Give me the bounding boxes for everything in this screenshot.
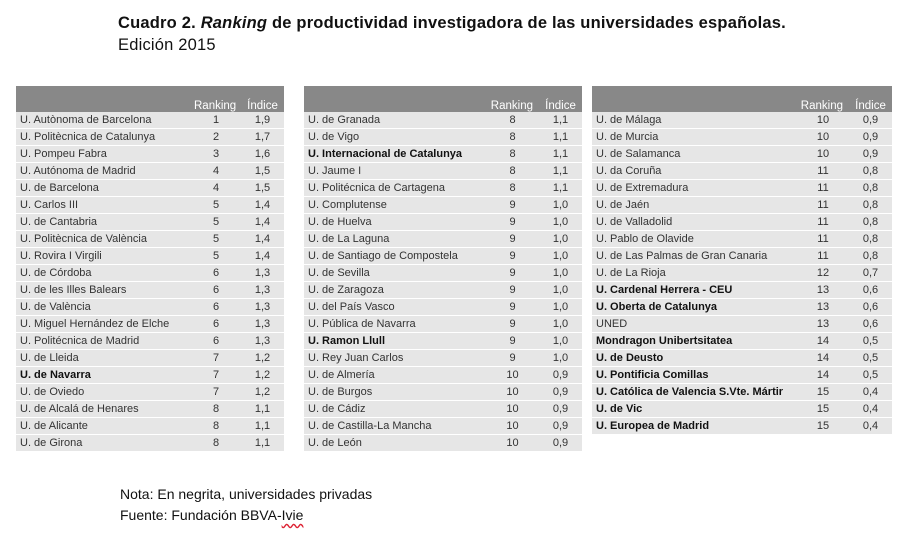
- university-name-cell: U. Cardenal Herrera - CEU: [592, 282, 797, 299]
- table-row: [16, 367, 284, 384]
- ranking-cell: 5: [191, 231, 241, 248]
- university-name-cell: U. de Alcalá de Henares: [16, 401, 191, 418]
- table-row: [592, 333, 892, 350]
- university-name-cell: U. de Alicante: [16, 418, 191, 435]
- indice-cell: 0,9: [849, 146, 892, 163]
- table-header-row: [592, 86, 892, 112]
- table-row: [16, 418, 284, 435]
- table-row: [16, 129, 284, 146]
- table-row: [592, 163, 892, 180]
- university-name-cell: U. Politécnica de Madrid: [16, 333, 191, 350]
- table-row: [16, 180, 284, 197]
- table-row: [304, 367, 582, 384]
- ranking-cell: 10: [797, 112, 849, 129]
- table-row: [304, 418, 582, 435]
- ranking-cell: 6: [191, 333, 241, 350]
- indice-cell: 1,0: [539, 231, 582, 248]
- ranking-cell: 9: [486, 248, 539, 265]
- university-name-cell: U. de La Rioja: [592, 265, 797, 282]
- table-row: [592, 197, 892, 214]
- table-row: [16, 197, 284, 214]
- header-indice: Índice: [539, 86, 582, 112]
- table-row: [304, 384, 582, 401]
- indice-cell: 1,0: [539, 248, 582, 265]
- university-name-cell: U. de León: [304, 435, 486, 452]
- header-ranking: Ranking: [486, 86, 539, 112]
- ranking-cell: 12: [797, 265, 849, 282]
- university-name-cell: U. de Huelva: [304, 214, 486, 231]
- ranking-cell: 6: [191, 299, 241, 316]
- table-row: [16, 146, 284, 163]
- indice-cell: 0,6: [849, 282, 892, 299]
- university-name-cell: U. de Lleida: [16, 350, 191, 367]
- table-row: [304, 248, 582, 265]
- indice-cell: 0,4: [849, 418, 892, 435]
- ranking-cell: 9: [486, 350, 539, 367]
- indice-cell: 1,1: [539, 163, 582, 180]
- table-row: [592, 418, 892, 435]
- indice-cell: 0,8: [849, 180, 892, 197]
- ranking-cell: 5: [191, 197, 241, 214]
- indice-cell: 1,0: [539, 214, 582, 231]
- ranking-cell: 7: [191, 350, 241, 367]
- ranking-cell: 8: [191, 435, 241, 452]
- table-row: [16, 401, 284, 418]
- table-row: [304, 231, 582, 248]
- indice-cell: 0,5: [849, 367, 892, 384]
- indice-cell: 1,5: [241, 180, 284, 197]
- ranking-cell: 13: [797, 299, 849, 316]
- indice-cell: 1,0: [539, 299, 582, 316]
- university-name-cell: U. de Murcia: [592, 129, 797, 146]
- ranking-cell: 8: [191, 401, 241, 418]
- indice-cell: 0,9: [849, 112, 892, 129]
- table-row: [592, 146, 892, 163]
- ranking-cell: 3: [191, 146, 241, 163]
- document-title: [118, 12, 818, 56]
- header-university: [16, 86, 191, 112]
- ranking-cell: 10: [486, 435, 539, 452]
- ranking-cell: 4: [191, 180, 241, 197]
- source-line: [120, 505, 372, 526]
- university-name-cell: U. Rovira I Virgili: [16, 248, 191, 265]
- table-row: [592, 401, 892, 418]
- university-name-cell: U. de Valladolid: [592, 214, 797, 231]
- table-row: [304, 214, 582, 231]
- table-row: [304, 129, 582, 146]
- ranking-cell: 8: [486, 163, 539, 180]
- note-private: Nota: En negrita, universidades privadas: [120, 486, 373, 502]
- university-name-cell: U. de Cádiz: [304, 401, 486, 418]
- university-name-cell: U. Miguel Hernández de Elche: [16, 316, 191, 333]
- university-name-cell: U. da Coruña: [592, 163, 797, 180]
- indice-cell: 1,1: [241, 435, 284, 452]
- university-name-cell: U. de Deusto: [592, 350, 797, 367]
- ranking-cell: 11: [797, 180, 849, 197]
- university-name-cell: U. de La Laguna: [304, 231, 486, 248]
- indice-cell: 1,1: [539, 146, 582, 163]
- table-row: [592, 129, 892, 146]
- university-name-cell: U. de Santiago de Compostela: [304, 248, 486, 265]
- table-row: [304, 333, 582, 350]
- indice-cell: 1,0: [539, 350, 582, 367]
- ranking-cell: 15: [797, 418, 849, 435]
- table-row: [592, 214, 892, 231]
- table-row: [16, 214, 284, 231]
- ranking-cell: 9: [486, 299, 539, 316]
- ranking-cell: 15: [797, 384, 849, 401]
- table-row: [16, 265, 284, 282]
- table-row: [592, 299, 892, 316]
- header-university: [304, 86, 486, 112]
- ranking-cell: 10: [486, 384, 539, 401]
- header-university: [592, 86, 797, 112]
- ranking-table-3: [592, 86, 892, 435]
- university-name-cell: U. Pablo de Olavide: [592, 231, 797, 248]
- university-name-cell: U. Autònoma de Barcelona: [16, 112, 191, 129]
- ranking-cell: 9: [486, 333, 539, 350]
- header-ranking: Ranking: [797, 86, 849, 112]
- university-name-cell: U. de Vigo: [304, 129, 486, 146]
- ranking-cell: 15: [797, 401, 849, 418]
- university-name-cell: UNED: [592, 316, 797, 333]
- table-row: [304, 350, 582, 367]
- university-name-cell: U. de Burgos: [304, 384, 486, 401]
- table-row: [304, 146, 582, 163]
- university-name-cell: U. Rey Juan Carlos: [304, 350, 486, 367]
- title-emphasis: Ranking: [200, 14, 268, 32]
- indice-cell: 0,4: [849, 401, 892, 418]
- indice-cell: 1,3: [241, 299, 284, 316]
- university-name-cell: U. de Cantabria: [16, 214, 191, 231]
- indice-cell: 0,8: [849, 197, 892, 214]
- university-name-cell: Mondragon Unibertsitatea: [592, 333, 797, 350]
- university-name-cell: U. de Córdoba: [16, 265, 191, 282]
- ranking-cell: 8: [486, 146, 539, 163]
- title-edition: Edición 2015: [118, 36, 216, 54]
- table-row: [16, 316, 284, 333]
- table-row: [592, 265, 892, 282]
- indice-cell: 1,0: [539, 265, 582, 282]
- indice-cell: 0,8: [849, 163, 892, 180]
- table-row: [592, 384, 892, 401]
- indice-cell: 0,9: [539, 435, 582, 452]
- indice-cell: 0,8: [849, 248, 892, 265]
- indice-cell: 1,6: [241, 146, 284, 163]
- indice-cell: 1,3: [241, 316, 284, 333]
- table-row: [16, 435, 284, 452]
- indice-cell: 0,7: [849, 265, 892, 282]
- university-name-cell: U. Pontificia Comillas: [592, 367, 797, 384]
- university-name-cell: U. de Málaga: [592, 112, 797, 129]
- ranking-cell: 6: [191, 316, 241, 333]
- indice-cell: 1,4: [241, 197, 284, 214]
- university-name-cell: U. Católica de Valencia S.Vte. Mártir: [592, 384, 797, 401]
- indice-cell: 1,3: [241, 265, 284, 282]
- ranking-cell: 10: [486, 367, 539, 384]
- indice-cell: 1,4: [241, 231, 284, 248]
- table-row: [16, 333, 284, 350]
- indice-cell: 0,9: [539, 418, 582, 435]
- ranking-cell: 8: [191, 418, 241, 435]
- university-name-cell: U. de Granada: [304, 112, 486, 129]
- ranking-cell: 6: [191, 265, 241, 282]
- table-row: [592, 350, 892, 367]
- indice-cell: 1,7: [241, 129, 284, 146]
- indice-cell: 1,2: [241, 367, 284, 384]
- university-name-cell: U. de Jaén: [592, 197, 797, 214]
- university-name-cell: U. de Castilla-La Mancha: [304, 418, 486, 435]
- university-name-cell: U. Jaume I: [304, 163, 486, 180]
- table-row: [304, 299, 582, 316]
- university-name-cell: U. del País Vasco: [304, 299, 486, 316]
- indice-cell: 1,5: [241, 163, 284, 180]
- university-name-cell: U. de Zaragoza: [304, 282, 486, 299]
- indice-cell: 1,1: [241, 401, 284, 418]
- ranking-cell: 11: [797, 163, 849, 180]
- ranking-cell: 9: [486, 231, 539, 248]
- ranking-cell: 5: [191, 214, 241, 231]
- indice-cell: 1,3: [241, 333, 284, 350]
- indice-cell: 0,8: [849, 231, 892, 248]
- table-row: [304, 282, 582, 299]
- ranking-cell: 11: [797, 214, 849, 231]
- table-row: [304, 112, 582, 129]
- header-ranking: Ranking: [191, 86, 241, 112]
- indice-cell: 0,9: [539, 384, 582, 401]
- ranking-cell: 14: [797, 367, 849, 384]
- ranking-cell: 14: [797, 350, 849, 367]
- ranking-cell: 7: [191, 384, 241, 401]
- ranking-cell: 9: [486, 214, 539, 231]
- university-name-cell: U. Politècnica de València: [16, 231, 191, 248]
- table-row: [592, 316, 892, 333]
- indice-cell: 1,4: [241, 248, 284, 265]
- ranking-cell: 5: [191, 248, 241, 265]
- title-main: de productividad investigadora de las universidades españolas.: [267, 14, 786, 32]
- table-header-row: [16, 86, 284, 112]
- ranking-cell: 10: [486, 418, 539, 435]
- table-row: [304, 435, 582, 452]
- source-prefix: Fuente: Fundación BBVA-: [120, 507, 282, 523]
- ranking-cell: 2: [191, 129, 241, 146]
- ranking-cell: 10: [797, 129, 849, 146]
- ranking-cell: 8: [486, 112, 539, 129]
- table-row: [16, 350, 284, 367]
- university-name-cell: U. de Salamanca: [592, 146, 797, 163]
- indice-cell: 1,0: [539, 282, 582, 299]
- table-row: [16, 282, 284, 299]
- table-row: [16, 231, 284, 248]
- ranking-cell: 14: [797, 333, 849, 350]
- university-name-cell: U. de Navarra: [16, 367, 191, 384]
- ranking-cell: 11: [797, 248, 849, 265]
- ranking-cell: 9: [486, 282, 539, 299]
- university-name-cell: U. de Barcelona: [16, 180, 191, 197]
- ranking-cell: 10: [486, 401, 539, 418]
- table-row: [304, 180, 582, 197]
- table-row: [592, 180, 892, 197]
- table-row: [16, 384, 284, 401]
- university-name-cell: U. Pompeu Fabra: [16, 146, 191, 163]
- ranking-cell: 11: [797, 231, 849, 248]
- indice-cell: 0,9: [849, 129, 892, 146]
- university-name-cell: U. de Girona: [16, 435, 191, 452]
- ranking-cell: 13: [797, 282, 849, 299]
- indice-cell: 0,4: [849, 384, 892, 401]
- university-name-cell: U. de les Illes Balears: [16, 282, 191, 299]
- indice-cell: 1,1: [241, 418, 284, 435]
- university-name-cell: U. de Las Palmas de Gran Canaria: [592, 248, 797, 265]
- table-row: [16, 248, 284, 265]
- indice-cell: 1,9: [241, 112, 284, 129]
- university-name-cell: U. de Almería: [304, 367, 486, 384]
- table-row: [16, 299, 284, 316]
- university-name-cell: U. Politécnica de Cartagena: [304, 180, 486, 197]
- table-row: [16, 112, 284, 129]
- table-row: [592, 367, 892, 384]
- university-name-cell: U. Internacional de Catalunya: [304, 146, 486, 163]
- table-row: [592, 231, 892, 248]
- ranking-cell: 9: [486, 265, 539, 282]
- university-name-cell: U. Politècnica de Catalunya: [16, 129, 191, 146]
- university-name-cell: U. Oberta de Catalunya: [592, 299, 797, 316]
- university-name-cell: U. Pública de Navarra: [304, 316, 486, 333]
- indice-cell: 1,2: [241, 384, 284, 401]
- university-name-cell: U. Carlos III: [16, 197, 191, 214]
- indice-cell: 1,0: [539, 316, 582, 333]
- ranking-cell: 8: [486, 129, 539, 146]
- footnotes: [120, 484, 372, 526]
- table-row: [304, 316, 582, 333]
- indice-cell: 1,4: [241, 214, 284, 231]
- table-row: [16, 163, 284, 180]
- ranking-cell: 8: [486, 180, 539, 197]
- ranking-cell: 13: [797, 316, 849, 333]
- indice-cell: 1,3: [241, 282, 284, 299]
- indice-cell: 1,2: [241, 350, 284, 367]
- indice-cell: 0,6: [849, 316, 892, 333]
- table-row: [304, 401, 582, 418]
- ranking-cell: 9: [486, 316, 539, 333]
- ranking-cell: 6: [191, 282, 241, 299]
- indice-cell: 0,5: [849, 350, 892, 367]
- table-row: [304, 265, 582, 282]
- university-name-cell: U. de Sevilla: [304, 265, 486, 282]
- table-row: [592, 282, 892, 299]
- university-name-cell: U. de València: [16, 299, 191, 316]
- ranking-cell: 10: [797, 146, 849, 163]
- title-label: Cuadro 2.: [118, 14, 201, 32]
- indice-cell: 1,1: [539, 112, 582, 129]
- table-row: [304, 197, 582, 214]
- indice-cell: 0,6: [849, 299, 892, 316]
- header-indice: Índice: [241, 86, 284, 112]
- university-name-cell: U. de Vic: [592, 401, 797, 418]
- university-name-cell: U. Europea de Madrid: [592, 418, 797, 435]
- source-suffix: Ivie: [281, 507, 304, 523]
- university-name-cell: U. de Oviedo: [16, 384, 191, 401]
- ranking-cell: 11: [797, 197, 849, 214]
- university-name-cell: U. Complutense: [304, 197, 486, 214]
- indice-cell: 1,0: [539, 197, 582, 214]
- ranking-table-2: [304, 86, 582, 452]
- university-name-cell: U. de Extremadura: [592, 180, 797, 197]
- indice-cell: 0,9: [539, 401, 582, 418]
- indice-cell: 0,8: [849, 214, 892, 231]
- indice-cell: 1,0: [539, 333, 582, 350]
- ranking-table-1: [16, 86, 284, 452]
- table-row: [592, 248, 892, 265]
- indice-cell: 0,9: [539, 367, 582, 384]
- indice-cell: 1,1: [539, 180, 582, 197]
- header-indice: Índice: [849, 86, 892, 112]
- table-row: [592, 112, 892, 129]
- ranking-cell: 1: [191, 112, 241, 129]
- indice-cell: 1,1: [539, 129, 582, 146]
- ranking-cell: 4: [191, 163, 241, 180]
- table-row: [304, 163, 582, 180]
- university-name-cell: U. Ramon Llull: [304, 333, 486, 350]
- indice-cell: 0,5: [849, 333, 892, 350]
- ranking-cell: 7: [191, 367, 241, 384]
- ranking-cell: 9: [486, 197, 539, 214]
- table-header-row: [304, 86, 582, 112]
- university-name-cell: U. Autónoma de Madrid: [16, 163, 191, 180]
